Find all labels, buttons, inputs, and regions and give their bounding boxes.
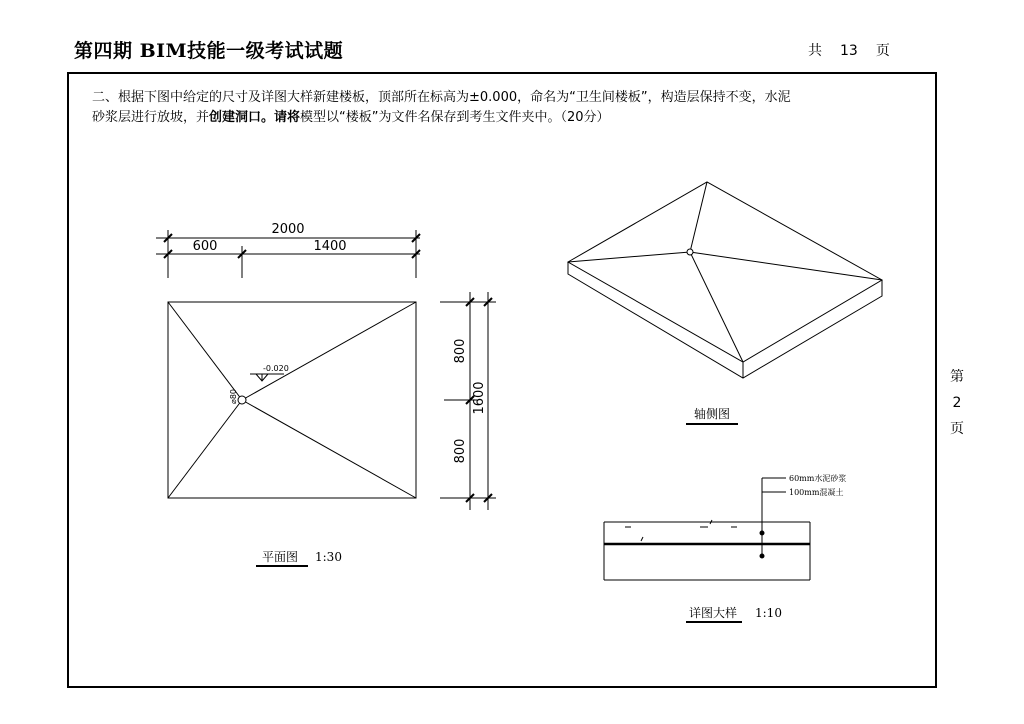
axo-thickness [568,262,882,378]
detail-scale: 1:10 [755,606,782,620]
detail-section [604,478,810,622]
axo-ridge [690,252,743,362]
side-page-prefix: 第 [950,369,964,385]
dim-lower-label: 800 [453,438,468,464]
axo-ridge [568,252,690,262]
dim-upper-label: 800 [453,338,468,364]
plan-scale: 1:30 [315,550,342,564]
hatch-mark [641,537,643,541]
exam-title: 第四期 BIM技能一级考试试题 [74,40,344,62]
hole-label: ⌀80 [229,389,238,404]
leader-dot [760,531,764,535]
question-line-2-c: 模型以“楼板”为文件名保存到考生文件夹中。（20分） [300,110,610,125]
axo-top-face [568,182,882,362]
pages-suffix: 页 [875,43,890,59]
detail-layer-2: 100mm混凝土 [789,488,844,497]
plan-view [156,230,496,566]
side-page-suffix: 页 [950,421,964,437]
axo-caption: 轴侧图 [693,407,731,421]
dim-left-label: 600 [192,239,218,254]
leader-dot [760,554,764,558]
question-line-2-a: 砂浆层进行放坡，并 [92,110,210,125]
plan-outline [168,302,416,498]
question-line-1: 二、根据下图中给定的尺寸及详图大样新建楼板，顶部所在标高为±0.000，命名为“卫生间楼板”，构造层保持不变，水泥 [92,90,791,105]
elevation-label: -0.020 [263,364,289,373]
slope-line [242,400,416,498]
drain-hole [238,396,246,404]
detail-layer-1: 60mm水泥砂浆 [789,474,847,483]
dim-total-label: 2000 [271,222,305,237]
axo-ridge [690,252,882,280]
axo-drain-hole [687,249,693,255]
axo-ridge [690,182,707,252]
pages-prefix: 共 [808,43,822,59]
detail-caption: 详图大样 [689,606,738,620]
plan-caption: 平面图 [262,550,299,564]
slope-line [242,302,416,400]
slope-line [168,400,242,498]
dim-right-label: 1400 [313,239,347,254]
slope-line [168,302,242,400]
dim-total-v-label: 1600 [472,381,487,415]
pages-count: 13 [840,43,858,59]
question-line-2-bold: 创建洞口。请将 [209,110,301,125]
side-page-num: 2 [952,395,962,411]
axonometric-view [568,182,882,424]
